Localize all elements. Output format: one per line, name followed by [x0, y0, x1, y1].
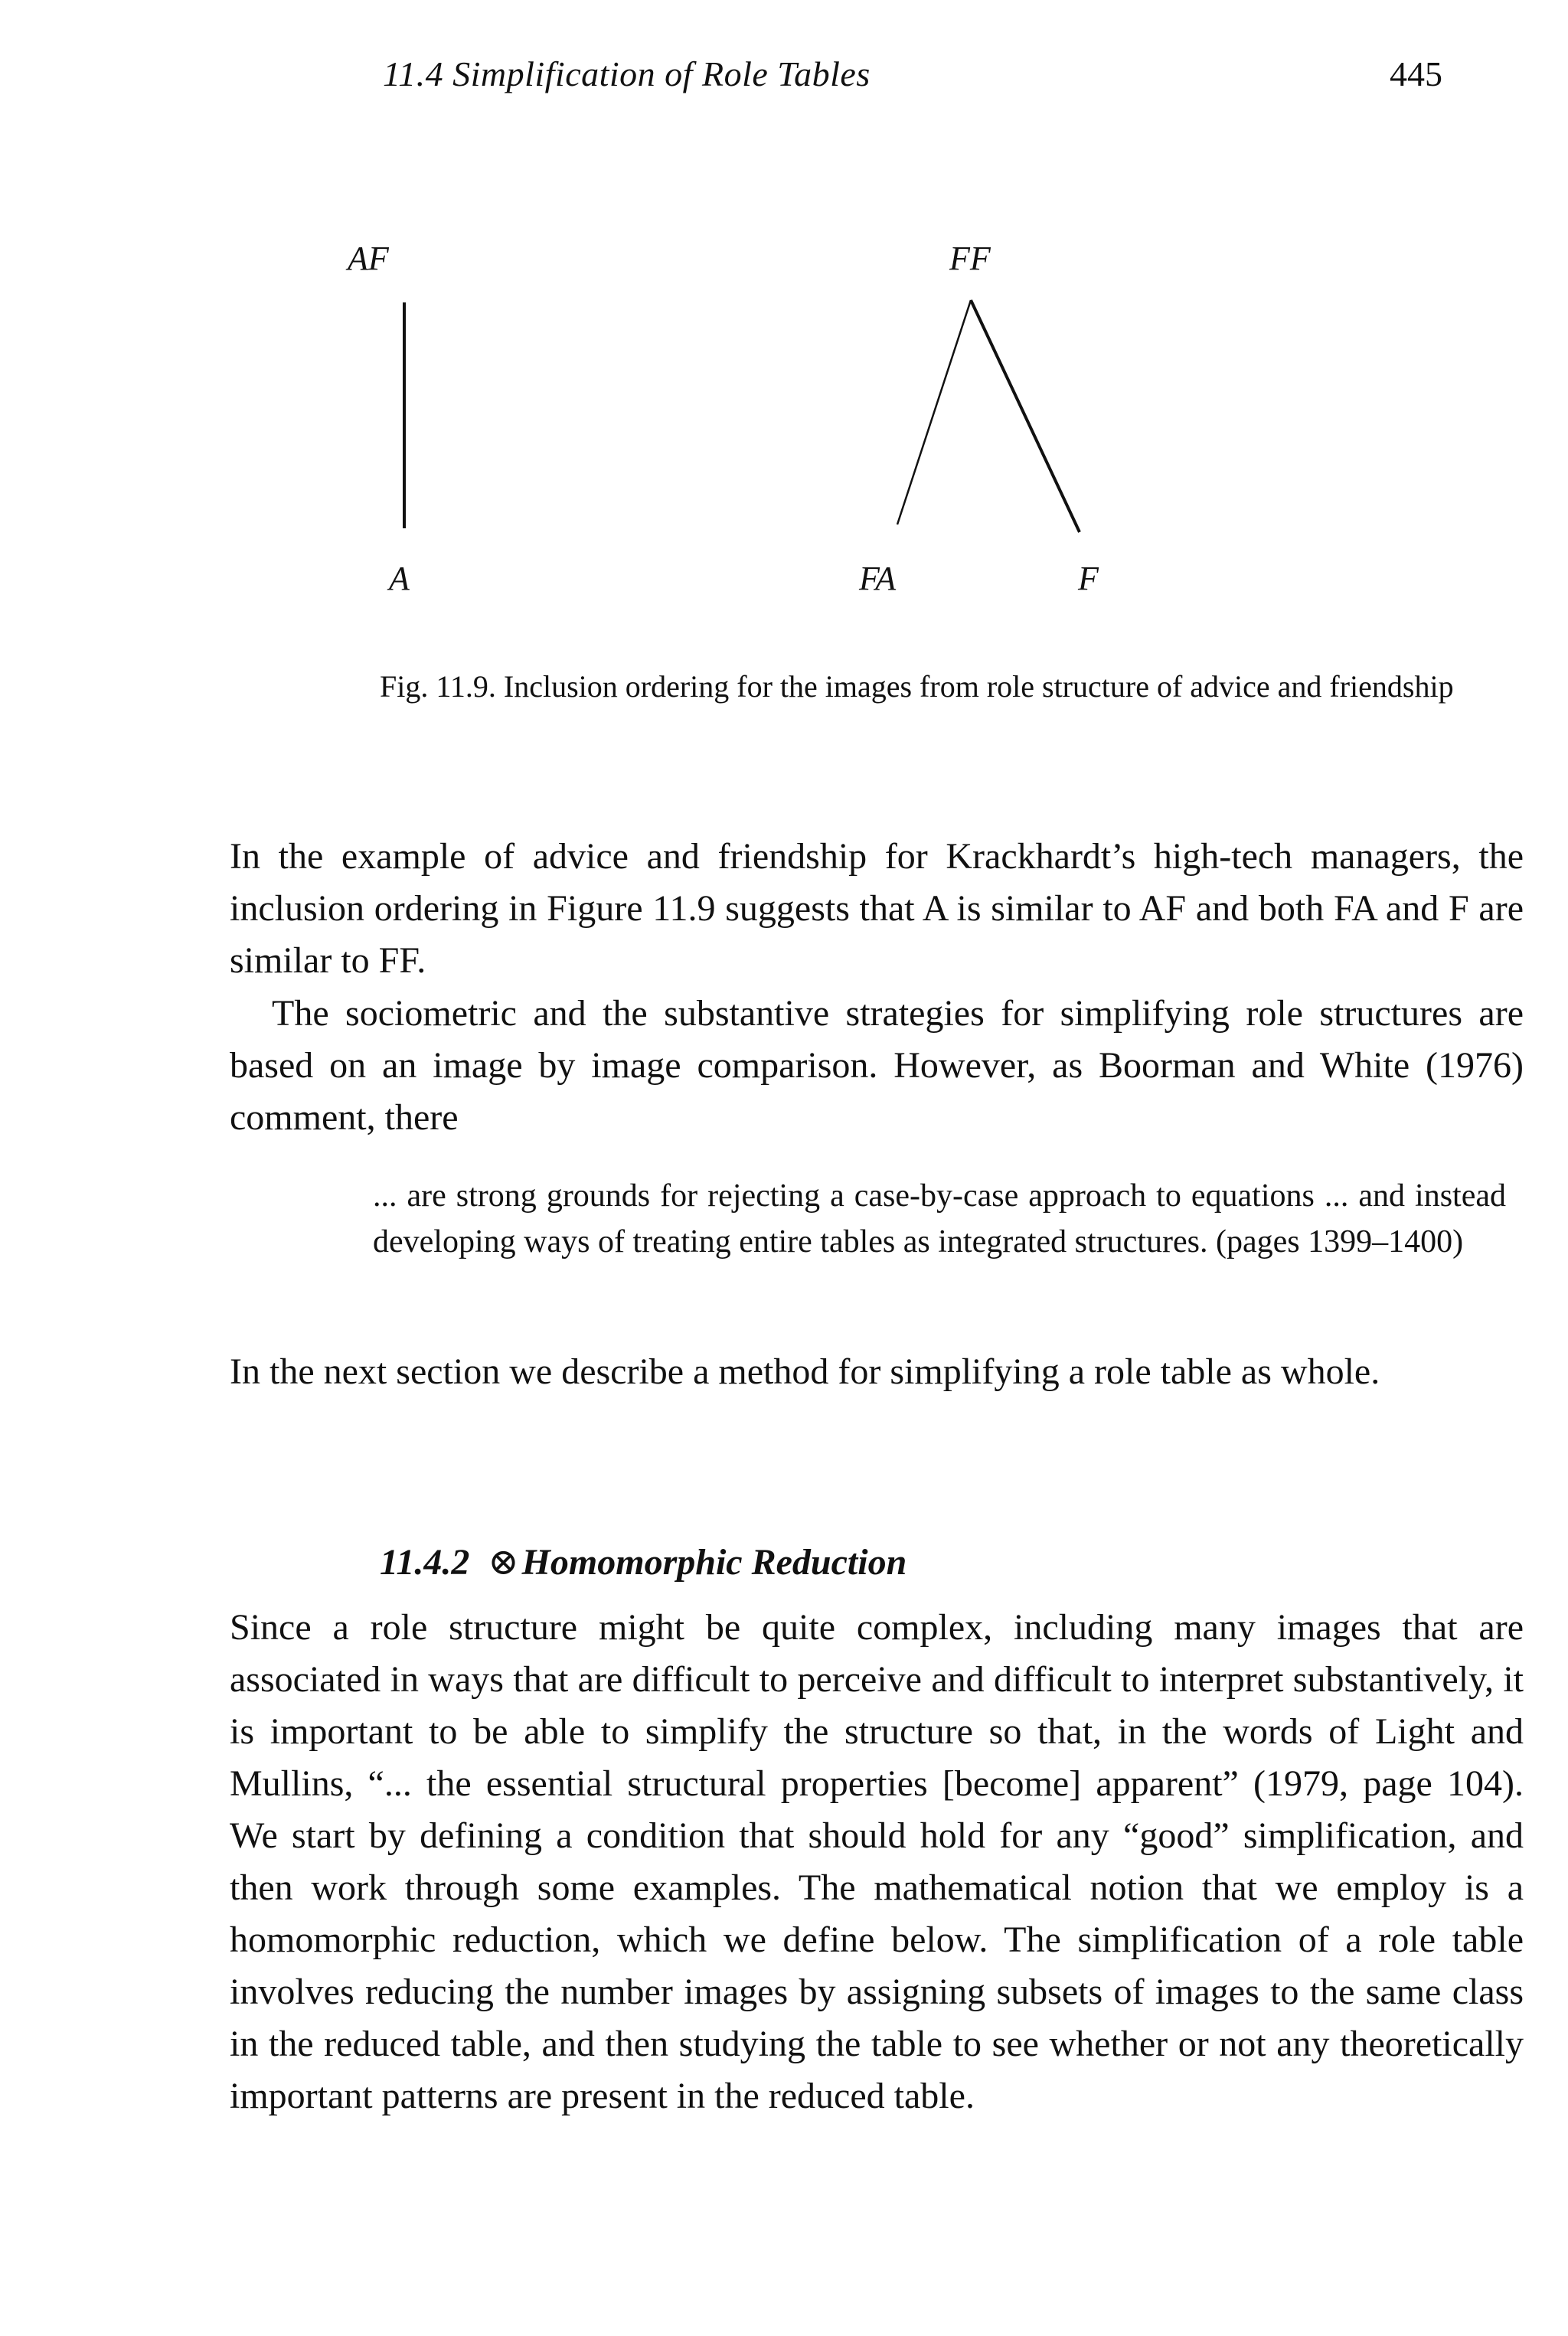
- body-paragraph: In the next section we describe a method for simplifying a role table as whole.: [230, 1351, 1380, 1392]
- edge-ff-fa: [897, 300, 971, 524]
- node-fa: FA: [859, 560, 897, 597]
- block-quote: ... are strong grounds for rejecting a case-by-case approach to equations ... and instead developing ways of treating entire tables as integrated structures. (pages 1399–1400): [373, 1178, 1506, 1259]
- inclusion-ordering-figure: [337, 230, 1179, 628]
- figure-diagram: [337, 230, 1179, 628]
- node-af: AF: [348, 240, 389, 277]
- section-title: Homomorphic Reduction: [521, 1542, 907, 1583]
- figure-caption: Fig. 11.9. Inclusion ordering for the images from role structure of advice and friendship: [380, 669, 1454, 704]
- node-a: A: [389, 560, 410, 597]
- body-paragraph: Since a role structure might be quite complex, including many images that are associated in ways that are difficult to perceive and difficult to interpret substantively, it is important to be able to simplify the structure so that, in the words of Light and Mullins, “... the essential structural properties [become] apparent” (1979, page 104). We start by defining a condition that should hold for any “good” simplification, and then work through some examples. The mathematical notion that we employ is a homomorphic reduction, which we define below. The simplification of a role table involves reducing the number images by assigning subsets of images to the same class in the reduced table, and then studying the table to see whether or not any theoretically important patterns are present in the reduced table.: [230, 1607, 1524, 2116]
- page-number: 445: [1390, 54, 1442, 93]
- node-ff: FF: [949, 240, 991, 277]
- section-heading: [380, 1540, 906, 1583]
- node-f: F: [1078, 560, 1099, 597]
- section-number: 11.4.2: [380, 1542, 470, 1583]
- edge-ff-f: [971, 300, 1080, 532]
- body-paragraph: In the example of advice and friendship for Krackhardt’s high-tech managers, the inclusion ordering in Figure 11.9 suggests that A is similar to AF and both FA and F are similar to FF.: [230, 836, 1524, 981]
- otimes-icon: ⊗: [488, 1542, 519, 1583]
- running-header: 11.4 Simplification of Role Tables: [383, 54, 871, 93]
- body-paragraph: The sociometric and the substantive strategies for simplifying role structures are based on an image by image comparison. However, as Boorman and White (1976) comment, there: [230, 993, 1524, 1138]
